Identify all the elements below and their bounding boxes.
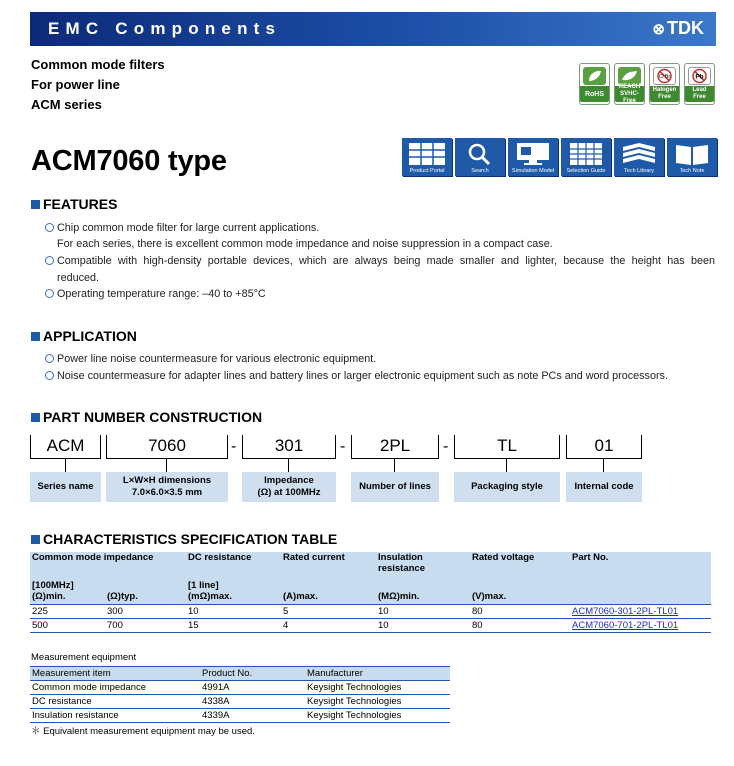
code-dash: - [231, 438, 237, 455]
subtitle-line2: For power line [31, 77, 120, 92]
spec-heading: CHARACTERISTICS SPECIFICATION TABLE [31, 531, 337, 547]
feature-item: Chip common mode filter for large current applications. [45, 220, 715, 237]
svg-text:Cl Br: Cl Br [658, 74, 671, 80]
application-item: Power line noise countermeasure for various electronic equipment. [45, 351, 715, 368]
table-row: 500 700 15 4 10 80 ACM7060-701-2PL-TL01 [30, 618, 711, 632]
features-heading: FEATURES [31, 196, 117, 212]
measurement-note: ＊ Equivalent measurement equipment may be used. [31, 726, 255, 737]
table-header-row: Measurement item Product No. Manufacturer [30, 667, 450, 681]
part-number-heading: PART NUMBER CONSTRUCTION [31, 409, 262, 425]
spec-table: Common mode impedance DC resistance Rated current Insulation resistance Rated voltage Part No. [100MHz] [1 line] (Ω)min. (Ω)typ. (mΩ)max. (A)max. (MΩ)min. (V)max. 225 300 10 5 10 80 ACM7060-301-2PL-TL01 500 700 15 4 10 80 ACM7060-701-2PL-TL01 [30, 552, 711, 633]
code-packaging: TL [454, 435, 560, 459]
halogen-free-badge: Cl Br Halogen Free [649, 63, 680, 105]
code-series: ACM [30, 435, 101, 459]
reach-badge: REACH SVHC-Free [614, 63, 645, 105]
application-item: Noise countermeasure for adapter lines and battery lines or larger electronic equipment such as note PCs and word processors. [45, 368, 715, 385]
code-impedance: 301 [242, 435, 336, 459]
tdk-logo: ⊗ TDK [652, 18, 704, 38]
code-dash: - [340, 438, 346, 455]
table-row: 225 300 10 5 10 80 ACM7060-301-2PL-TL01 [30, 604, 711, 618]
label-impedance: Impedance (Ω) at 100MHz [242, 472, 336, 502]
subtitle-line1: Common mode filters [31, 57, 165, 72]
bullet-circle-icon [45, 289, 54, 298]
lead-icon [688, 67, 711, 85]
tech-note-button[interactable]: Tech Note [667, 138, 717, 176]
open-book-icon [672, 141, 712, 167]
header-bar [30, 12, 716, 46]
page-title: ACM7060 type [31, 145, 227, 177]
tech-library-button[interactable]: Tech Library [614, 138, 664, 176]
label-lines: Number of lines [351, 472, 439, 502]
table-icon [566, 141, 606, 167]
code-internal: 01 [566, 435, 642, 459]
application-heading: APPLICATION [31, 328, 137, 344]
measurement-caption: Measurement equipment [31, 652, 137, 663]
header-title: EMC Components [48, 19, 282, 38]
table-row: DC resistance 4338A Keysight Technologies [30, 695, 450, 709]
leaf-icon [618, 67, 641, 85]
feature-item-cont: reduced. [57, 272, 100, 284]
table-row: Insulation resistance 4339A Keysight Technologies [30, 709, 450, 723]
part-link[interactable]: ACM7060-701-2PL-TL01 [572, 619, 679, 631]
lead-free-badge: Pb Lead Free [684, 63, 715, 105]
simulation-model-button[interactable]: Simulation Model [508, 138, 558, 176]
bullet-circle-icon [45, 354, 54, 363]
code-lines: 2PL [351, 435, 439, 459]
bullet-circle-icon [45, 223, 54, 232]
table-row: Common mode impedance 4991A Keysight Technologies [30, 681, 450, 695]
feature-item: Operating temperature range: –40 to +85°C [45, 286, 715, 303]
rohs-badge: RoHS [579, 63, 610, 105]
tdk-logo-icon: ⊗ [652, 21, 665, 38]
feature-item: Compatible with high-density portable devices, which are always being made smaller and lighter, because the height has been [45, 253, 715, 270]
halogen-icon [653, 67, 676, 85]
subtitle-line3: ACM series [31, 97, 102, 112]
feature-item-cont: For each series, there is excellent common mode impedance and noise suppression in a compact case. [57, 238, 553, 250]
measurement-table [30, 666, 450, 723]
bullet-circle-icon [45, 371, 54, 380]
search-icon [465, 141, 495, 167]
label-packaging: Packaging style [454, 472, 560, 502]
svg-text:Pb: Pb [695, 73, 704, 81]
grid-icon [407, 141, 447, 167]
leaf-icon [583, 67, 606, 85]
label-series: Series name [30, 472, 101, 502]
product-portal-button[interactable]: Product Portal [402, 138, 452, 176]
selection-guide-button[interactable]: Selection Guide [561, 138, 611, 176]
search-button[interactable]: Search [455, 138, 505, 176]
label-dimensions: L×W×H dimensions 7.0×6.0×3.5 mm [106, 472, 228, 502]
code-dimensions: 7060 [106, 435, 228, 459]
bullet-circle-icon [45, 256, 54, 265]
books-icon [619, 141, 659, 167]
monitor-icon [513, 141, 553, 167]
label-internal: Internal code [566, 472, 642, 502]
code-dash: - [443, 438, 449, 455]
part-link[interactable]: ACM7060-301-2PL-TL01 [572, 605, 679, 617]
